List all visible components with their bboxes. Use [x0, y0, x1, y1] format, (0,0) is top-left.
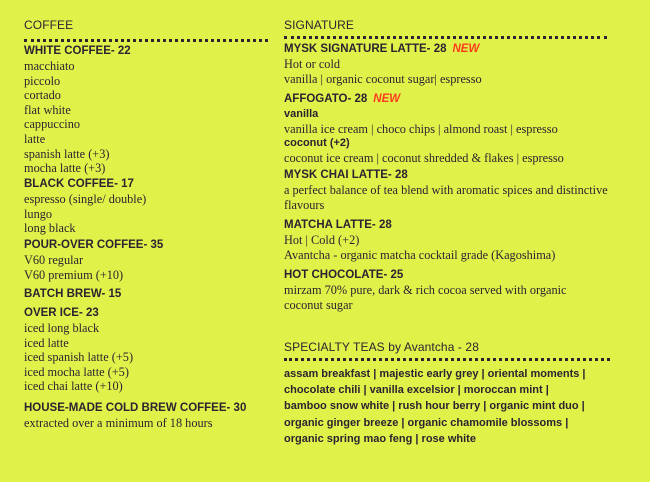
tea-line: assam breakfast | majestic early grey | oriental moments | [284, 368, 586, 380]
menu-item: cortado [24, 88, 61, 103]
menu-item: espresso (single/ double) [24, 192, 147, 206]
menu-item-description: coconut ice cream | coconut shredded & flakes | espresso [284, 150, 564, 165]
menu-item-description: extracted over a minimum of 18 hours [24, 416, 213, 430]
menu-item-description: Avantcha - organic matcha cocktail grade (Kagoshima) [284, 247, 556, 262]
white-coffee-group [24, 44, 131, 176]
over-ice-group [24, 306, 133, 394]
chai-latte-group [284, 168, 624, 212]
hot-chocolate-group [284, 268, 594, 312]
batch-brew-group [24, 287, 121, 302]
matcha-latte-heading: MATCHA LATTE- 28 [284, 219, 392, 231]
cold-brew-group [24, 401, 246, 431]
specialty-teas-title: SPECIALTY TEAS by Avantcha - 28 [284, 340, 479, 354]
menu-item: V60 regular [24, 253, 84, 267]
affogato-heading [284, 92, 564, 107]
over-ice-heading: OVER ICE- 23 [24, 307, 99, 319]
menu-item: long black [24, 221, 76, 236]
teas-divider [284, 358, 610, 361]
pourover-heading: POUR-OVER COFFEE- 35 [24, 239, 164, 251]
chai-latte-heading: MYSK CHAI LATTE- 28 [284, 169, 408, 181]
signature-section-title: SIGNATURE [284, 18, 355, 32]
coffee-section-title: COFFEE [24, 18, 74, 32]
hot-chocolate-heading: HOT CHOCOLATE- 25 [284, 269, 404, 281]
affogato-title: AFFOGATO- 28 [284, 93, 368, 105]
menu-item: lungo [24, 206, 53, 221]
menu-item-description: Hot | Cold (+2) [284, 233, 360, 247]
tea-line: organic ginger breeze | organic chamomile blossoms | [284, 416, 569, 429]
menu-item: V60 premium (+10) [24, 267, 124, 282]
tea-line: chocolate chili | vanilla excelsior | moroccan mint | [284, 384, 549, 397]
new-badge: NEW [373, 93, 401, 105]
teas-list [284, 366, 586, 447]
affogato-group [284, 92, 564, 165]
menu-item: cappuccino [24, 117, 80, 132]
menu-item: piccolo [24, 73, 61, 88]
cold-brew-heading: HOUSE-MADE COLD BREW COFFEE- 30 [24, 402, 247, 414]
menu-item-description: vanilla | organic coconut sugar| espresso [284, 71, 482, 86]
menu-item-description: Hot or cold [284, 57, 341, 71]
menu-item: macchiato [24, 59, 75, 73]
mysk-latte-group [284, 42, 482, 86]
new-badge: NEW [452, 43, 480, 55]
menu-item: iced latte [24, 335, 69, 350]
coffee-divider [24, 39, 268, 42]
batch-brew-heading: BATCH BREW- 15 [24, 288, 122, 300]
menu-item: iced chai latte (+10) [24, 379, 123, 394]
tea-line: bamboo snow white | rush hour berry | organic mint duo | [284, 400, 585, 413]
menu-item: iced spanish latte (+5) [24, 350, 134, 365]
pourover-coffee-group [24, 238, 163, 282]
mysk-latte-title: MYSK SIGNATURE LATTE- 28 [284, 43, 447, 55]
menu-item-description: mirzam 70% pure, dark & rich cocoa served with organic coconut sugar [284, 283, 567, 312]
menu-item: flat white [24, 102, 71, 117]
menu-item: latte [24, 131, 46, 146]
menu-item-description: a perfect balance of tea blend with aromatic spices and distinctive flavours [284, 183, 608, 212]
signature-divider [284, 36, 607, 39]
white-coffee-heading: WHITE COFFEE- 22 [24, 45, 131, 57]
affogato-variant-vanilla: vanilla [284, 108, 319, 120]
menu-item: mocha latte (+3) [24, 161, 106, 176]
tea-line: organic spring mao feng | rose white [284, 432, 476, 445]
menu-item: iced long black [24, 321, 100, 335]
matcha-latte-group [284, 218, 555, 262]
mysk-latte-heading [284, 42, 482, 57]
menu-item: spanish latte (+3) [24, 146, 110, 161]
affogato-variant-coconut: coconut (+2) [284, 137, 350, 150]
black-coffee-heading: BLACK COFFEE- 17 [24, 178, 134, 190]
black-coffee-group [24, 177, 146, 236]
menu-item: iced mocha latte (+5) [24, 364, 129, 379]
menu-item-description: vanilla ice cream | choco chips | almond roast | espresso [284, 121, 558, 136]
